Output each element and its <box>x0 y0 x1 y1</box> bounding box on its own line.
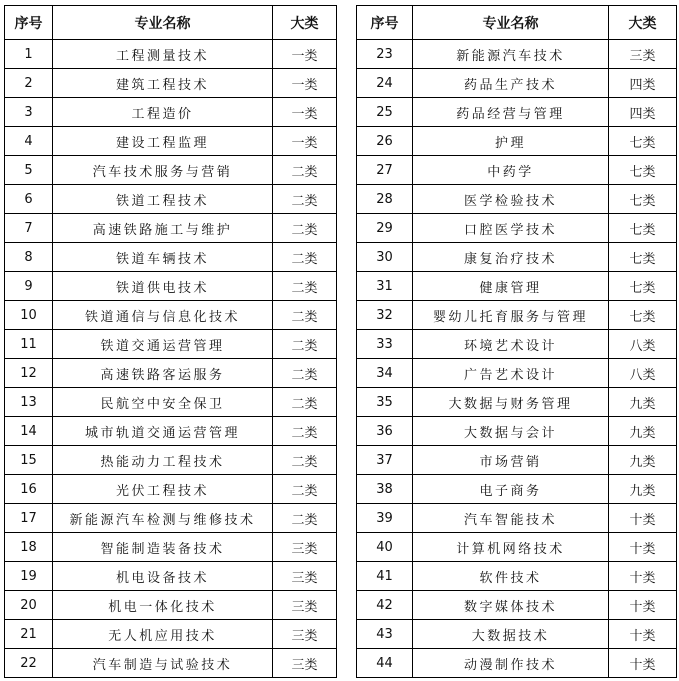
row-category-cell: 七类 <box>609 243 677 272</box>
row-major-name-cell: 婴幼儿托育服务与管理 <box>413 301 609 330</box>
majors-table-right <box>356 5 677 678</box>
row-index-cell: 28 <box>357 185 413 214</box>
table-row <box>357 446 677 475</box>
row-major-name-cell: 新能源汽车技术 <box>413 40 609 69</box>
row-category-cell: 一类 <box>273 40 337 69</box>
row-index-cell: 12 <box>5 359 53 388</box>
row-category-cell: 四类 <box>609 98 677 127</box>
row-index-cell: 33 <box>357 330 413 359</box>
row-index-cell: 27 <box>357 156 413 185</box>
row-major-name-cell: 护理 <box>413 127 609 156</box>
row-major-name-cell: 软件技术 <box>413 562 609 591</box>
row-index-cell: 20 <box>5 591 53 620</box>
row-category-cell: 三类 <box>273 533 337 562</box>
row-category-cell: 十类 <box>609 533 677 562</box>
table-header-row <box>5 6 337 40</box>
row-category-cell: 二类 <box>273 359 337 388</box>
row-major-name-cell: 无人机应用技术 <box>53 620 273 649</box>
row-category-cell: 三类 <box>609 40 677 69</box>
row-category-cell: 三类 <box>273 620 337 649</box>
row-major-name-cell: 新能源汽车检测与维修技术 <box>53 504 273 533</box>
table-row <box>5 591 337 620</box>
row-index-cell: 30 <box>357 243 413 272</box>
row-major-name-cell: 铁道车辆技术 <box>53 243 273 272</box>
row-major-name-cell: 广告艺术设计 <box>413 359 609 388</box>
table-row <box>357 417 677 446</box>
row-index-cell: 3 <box>5 98 53 127</box>
row-index-cell: 24 <box>357 69 413 98</box>
row-major-name-cell: 计算机网络技术 <box>413 533 609 562</box>
row-major-name-cell: 光伏工程技术 <box>53 475 273 504</box>
row-category-cell: 十类 <box>609 620 677 649</box>
row-category-cell: 十类 <box>609 649 677 678</box>
row-index-cell: 5 <box>5 156 53 185</box>
row-major-name-cell: 大数据技术 <box>413 620 609 649</box>
row-index-cell: 25 <box>357 98 413 127</box>
table-row <box>357 301 677 330</box>
row-index-cell: 39 <box>357 504 413 533</box>
row-index-cell: 22 <box>5 649 53 678</box>
row-major-name-cell: 汽车制造与试验技术 <box>53 649 273 678</box>
row-category-cell: 九类 <box>609 475 677 504</box>
table-row <box>357 388 677 417</box>
row-category-cell: 九类 <box>609 446 677 475</box>
row-major-name-cell: 机电一体化技术 <box>53 591 273 620</box>
row-major-name-cell: 工程测量技术 <box>53 40 273 69</box>
row-major-name-cell: 铁道工程技术 <box>53 185 273 214</box>
row-index-cell: 29 <box>357 214 413 243</box>
row-index-cell: 17 <box>5 504 53 533</box>
table-row <box>5 504 337 533</box>
row-category-cell: 十类 <box>609 504 677 533</box>
table-row <box>5 330 337 359</box>
row-major-name-cell: 建筑工程技术 <box>53 69 273 98</box>
table-row <box>357 591 677 620</box>
row-category-cell: 七类 <box>609 272 677 301</box>
row-major-name-cell: 城市轨道交通运营管理 <box>53 417 273 446</box>
row-category-cell: 二类 <box>273 330 337 359</box>
row-index-cell: 1 <box>5 40 53 69</box>
row-index-cell: 32 <box>357 301 413 330</box>
row-category-cell: 二类 <box>273 272 337 301</box>
row-index-cell: 11 <box>5 330 53 359</box>
table-row <box>5 620 337 649</box>
row-major-name-cell: 大数据与财务管理 <box>413 388 609 417</box>
table-row <box>357 475 677 504</box>
table-row <box>5 69 337 98</box>
row-index-cell: 18 <box>5 533 53 562</box>
row-index-cell: 37 <box>357 446 413 475</box>
row-major-name-cell: 智能制造装备技术 <box>53 533 273 562</box>
row-category-cell: 二类 <box>273 388 337 417</box>
row-category-cell: 七类 <box>609 156 677 185</box>
row-category-cell: 二类 <box>273 475 337 504</box>
row-category-cell: 三类 <box>273 591 337 620</box>
row-major-name-cell: 中药学 <box>413 156 609 185</box>
table-row <box>5 359 337 388</box>
table-body-right <box>357 40 677 678</box>
row-category-cell: 一类 <box>273 127 337 156</box>
row-major-name-cell: 高速铁路客运服务 <box>53 359 273 388</box>
row-category-cell: 八类 <box>609 330 677 359</box>
row-major-name-cell: 建设工程监理 <box>53 127 273 156</box>
table-row <box>357 156 677 185</box>
row-major-name-cell: 口腔医学技术 <box>413 214 609 243</box>
table-row <box>5 649 337 678</box>
row-major-name-cell: 健康管理 <box>413 272 609 301</box>
row-category-cell: 四类 <box>609 69 677 98</box>
row-major-name-cell: 药品生产技术 <box>413 69 609 98</box>
row-index-cell: 43 <box>357 620 413 649</box>
row-major-name-cell: 环境艺术设计 <box>413 330 609 359</box>
row-index-cell: 19 <box>5 562 53 591</box>
table-header-row <box>357 6 677 40</box>
row-index-cell: 10 <box>5 301 53 330</box>
table-row <box>5 40 337 69</box>
row-index-cell: 8 <box>5 243 53 272</box>
row-index-cell: 40 <box>357 533 413 562</box>
row-category-cell: 九类 <box>609 417 677 446</box>
row-category-cell: 二类 <box>273 504 337 533</box>
row-major-name-cell: 汽车技术服务与营销 <box>53 156 273 185</box>
row-index-cell: 38 <box>357 475 413 504</box>
row-index-cell: 13 <box>5 388 53 417</box>
header-index: 序号 <box>5 6 53 40</box>
table-row <box>5 214 337 243</box>
table-row <box>5 185 337 214</box>
row-category-cell: 二类 <box>273 185 337 214</box>
row-category-cell: 七类 <box>609 185 677 214</box>
table-row <box>357 620 677 649</box>
row-major-name-cell: 汽车智能技术 <box>413 504 609 533</box>
table-row <box>357 185 677 214</box>
row-category-cell: 三类 <box>273 562 337 591</box>
row-major-name-cell: 民航空中安全保卫 <box>53 388 273 417</box>
table-body-left <box>5 40 337 678</box>
table-row <box>5 417 337 446</box>
row-category-cell: 二类 <box>273 243 337 272</box>
row-index-cell: 4 <box>5 127 53 156</box>
row-category-cell: 七类 <box>609 301 677 330</box>
table-row <box>5 475 337 504</box>
row-major-name-cell: 机电设备技术 <box>53 562 273 591</box>
table-row <box>357 533 677 562</box>
table-row <box>357 69 677 98</box>
table-row <box>5 98 337 127</box>
table-row <box>357 649 677 678</box>
table-row <box>357 98 677 127</box>
row-major-name-cell: 大数据与会计 <box>413 417 609 446</box>
row-index-cell: 42 <box>357 591 413 620</box>
row-category-cell: 八类 <box>609 359 677 388</box>
row-major-name-cell: 铁道交通运营管理 <box>53 330 273 359</box>
table-row <box>357 272 677 301</box>
table-row <box>357 40 677 69</box>
row-category-cell: 二类 <box>273 446 337 475</box>
row-major-name-cell: 铁道通信与信息化技术 <box>53 301 273 330</box>
row-index-cell: 15 <box>5 446 53 475</box>
table-row <box>5 272 337 301</box>
table-row <box>5 562 337 591</box>
row-index-cell: 26 <box>357 127 413 156</box>
row-category-cell: 二类 <box>273 417 337 446</box>
row-category-cell: 九类 <box>609 388 677 417</box>
row-category-cell: 七类 <box>609 214 677 243</box>
row-category-cell: 十类 <box>609 591 677 620</box>
row-category-cell: 一类 <box>273 69 337 98</box>
row-index-cell: 6 <box>5 185 53 214</box>
header-category: 大类 <box>609 6 677 40</box>
row-index-cell: 21 <box>5 620 53 649</box>
row-major-name-cell: 市场营销 <box>413 446 609 475</box>
table-row <box>5 156 337 185</box>
majors-table-left <box>4 5 337 678</box>
row-index-cell: 35 <box>357 388 413 417</box>
table-row <box>5 301 337 330</box>
table-row <box>357 330 677 359</box>
table-row <box>357 243 677 272</box>
row-index-cell: 34 <box>357 359 413 388</box>
row-major-name-cell: 高速铁路施工与维护 <box>53 214 273 243</box>
row-index-cell: 9 <box>5 272 53 301</box>
header-category: 大类 <box>273 6 337 40</box>
row-category-cell: 二类 <box>273 301 337 330</box>
row-major-name-cell: 工程造价 <box>53 98 273 127</box>
table-row <box>357 562 677 591</box>
row-major-name-cell: 动漫制作技术 <box>413 649 609 678</box>
table-row <box>5 533 337 562</box>
row-index-cell: 44 <box>357 649 413 678</box>
header-major-name: 专业名称 <box>53 6 273 40</box>
table-row <box>357 359 677 388</box>
header-major-name: 专业名称 <box>413 6 609 40</box>
header-index: 序号 <box>357 6 413 40</box>
row-major-name-cell: 医学检验技术 <box>413 185 609 214</box>
row-category-cell: 十类 <box>609 562 677 591</box>
row-major-name-cell: 铁道供电技术 <box>53 272 273 301</box>
row-category-cell: 二类 <box>273 214 337 243</box>
row-index-cell: 23 <box>357 40 413 69</box>
row-major-name-cell: 数字媒体技术 <box>413 591 609 620</box>
table-row <box>5 243 337 272</box>
row-major-name-cell: 电子商务 <box>413 475 609 504</box>
row-major-name-cell: 康复治疗技术 <box>413 243 609 272</box>
table-row <box>5 446 337 475</box>
row-category-cell: 二类 <box>273 156 337 185</box>
row-index-cell: 36 <box>357 417 413 446</box>
row-category-cell: 一类 <box>273 98 337 127</box>
row-index-cell: 41 <box>357 562 413 591</box>
row-index-cell: 2 <box>5 69 53 98</box>
row-major-name-cell: 热能动力工程技术 <box>53 446 273 475</box>
row-index-cell: 31 <box>357 272 413 301</box>
row-index-cell: 14 <box>5 417 53 446</box>
table-row <box>357 127 677 156</box>
table-row <box>357 504 677 533</box>
row-index-cell: 7 <box>5 214 53 243</box>
row-index-cell: 16 <box>5 475 53 504</box>
row-category-cell: 三类 <box>273 649 337 678</box>
row-major-name-cell: 药品经营与管理 <box>413 98 609 127</box>
table-row <box>5 127 337 156</box>
table-row <box>357 214 677 243</box>
row-category-cell: 七类 <box>609 127 677 156</box>
table-row <box>5 388 337 417</box>
